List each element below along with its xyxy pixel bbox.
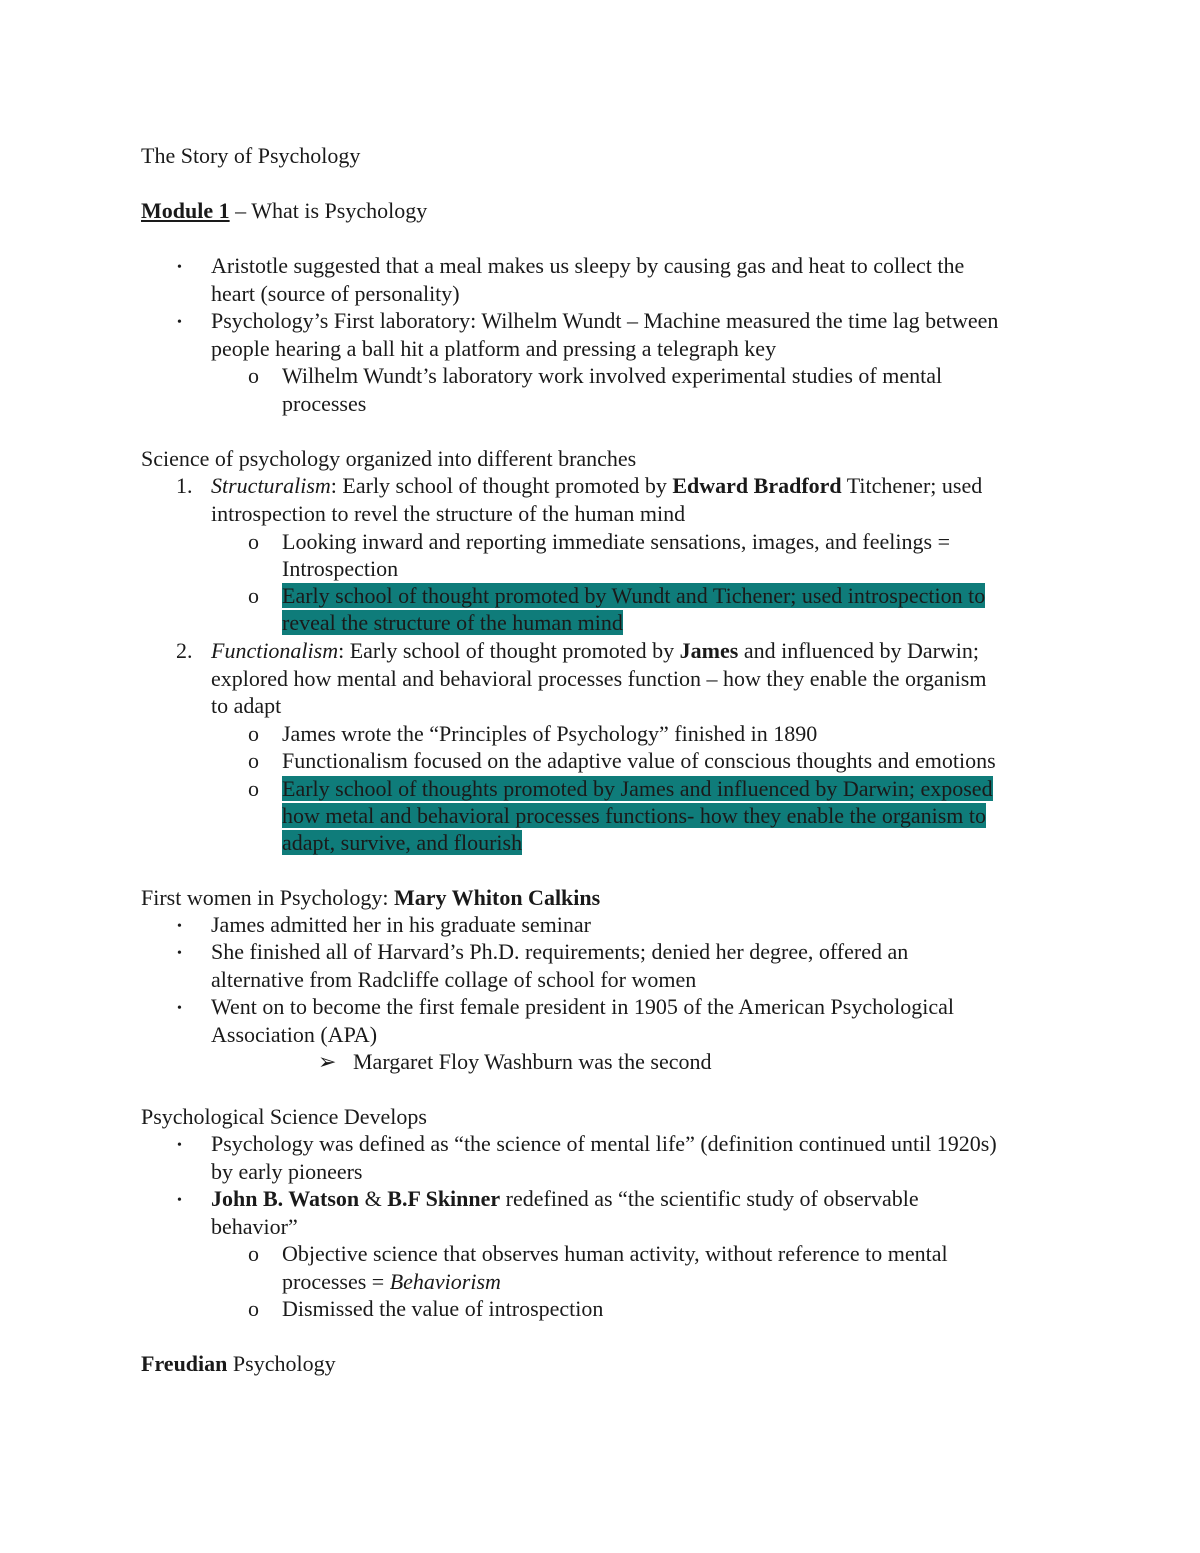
sub-bullet-marker: o [248,583,259,608]
module-label: Module 1 [141,198,230,223]
list-item-text: Psychology’s First laboratory: Wilhelm Wundt – Machine measured the time lag between [211,308,999,333]
sub-item-text: Introspection [282,556,399,581]
numbered-item-text: Structuralism: Early school of thought promoted by Edward Bradford Titchener; used [211,473,983,498]
numbered-item-text: explored how mental and behavioral processes function – how they enable the organism [211,666,987,691]
sub-item-text: Looking inward and reporting immediate sensations, images, and feelings = [282,529,950,554]
document-title: The Story of Psychology [141,143,361,168]
module-heading [141,197,427,224]
sub-bullet-marker: o [248,529,259,554]
list-item-text: Psychology was defined as “the science of mental life” (definition continued until 1920s) [211,1131,997,1156]
bullet-marker: • [177,1138,182,1153]
numbered-item-text: to adapt [211,693,282,718]
sub-item-text: Dismissed the value of introspection [282,1296,604,1321]
bullet-marker: • [177,946,182,961]
sub-bullet-marker: o [248,1241,259,1266]
term-structuralism: Structuralism [211,473,331,498]
list-item-text: alternative from Radcliffe collage of school for women [211,967,697,992]
sub-item-text: Margaret Floy Washburn was the second [353,1049,712,1074]
numbered-item-text: Functionalism: Early school of thought promoted by James and influenced by Darwin; [211,638,980,663]
sub-bullet-marker: o [248,721,259,746]
list-item-text: James admitted her in his graduate seminar [211,912,591,937]
bullet-marker: • [177,919,182,934]
bullet-marker: • [177,1193,182,1208]
bullet-marker: • [177,260,182,275]
list-item-text: Association (APA) [211,1022,378,1047]
numbered-item-text: introspection to revel the structure of the human mind [211,501,686,526]
sub-item-text: James wrote the “Principles of Psychology” finished in 1890 [282,721,818,746]
sub-item-text: processes = Behaviorism [282,1269,501,1294]
list-item-text: Went on to become the first female president in 1905 of the American Psychological [211,994,954,1019]
sub-item-text: processes [282,391,367,416]
list-item-text: heart (source of personality) [211,281,460,306]
highlighted-text: Early school of thought promoted by Wundt and Tichener; used introspection to [282,583,986,608]
sub-bullet-marker: o [248,748,259,773]
term-behaviorism: Behaviorism [389,1269,501,1294]
highlighted-text: adapt, survive, and flourish [282,830,523,855]
list-item-text: She finished all of Harvard’s Ph.D. requirements; denied her degree, offered an [211,939,909,964]
module-subtitle: – What is Psychology [229,198,428,223]
list-item-text: behavior” [211,1214,298,1239]
sub-bullet-marker: o [248,1296,259,1321]
arrow-bullet-icon: ➢ [318,1049,337,1074]
list-item-text: people hearing a ball hit a platform and pressing a telegraph key [211,336,777,361]
term-functionalism: Functionalism [211,638,339,663]
highlighted-text: reveal the structure of the human mind [282,610,623,635]
sub-item-text: Functionalism focused on the adaptive value of conscious thoughts and emotions [282,748,996,773]
list-item-text: John B. Watson & B.F Skinner redefined as “the scientific study of observable [211,1186,919,1211]
list-number: 2. [176,638,193,663]
list-item-text: by early pioneers [211,1159,363,1184]
sub-item-text: Wilhelm Wundt’s laboratory work involved experimental studies of mental [282,363,943,388]
section-heading: First women in Psychology: Mary Whiton Calkins [141,885,601,910]
section-heading: Freudian Psychology [141,1351,336,1376]
bullet-marker: • [177,1001,182,1016]
list-number: 1. [176,473,193,498]
highlighted-text: how metal and behavioral processes functions- how they enable the organism to [282,803,987,828]
section-heading: Science of psychology organized into different branches [141,446,637,471]
section-heading: Psychological Science Develops [141,1104,427,1129]
sub-bullet-marker: o [248,776,259,801]
sub-bullet-marker: o [248,363,259,388]
sub-item-text: Objective science that observes human activity, without reference to mental [282,1241,948,1266]
list-item-text: Aristotle suggested that a meal makes us sleepy by causing gas and heat to collect the [211,253,965,278]
highlighted-text: Early school of thoughts promoted by James and influenced by Darwin; exposed [282,776,993,801]
bullet-marker: • [177,315,182,330]
name-mary-whiton-calkins: Mary Whiton Calkins [394,885,601,910]
